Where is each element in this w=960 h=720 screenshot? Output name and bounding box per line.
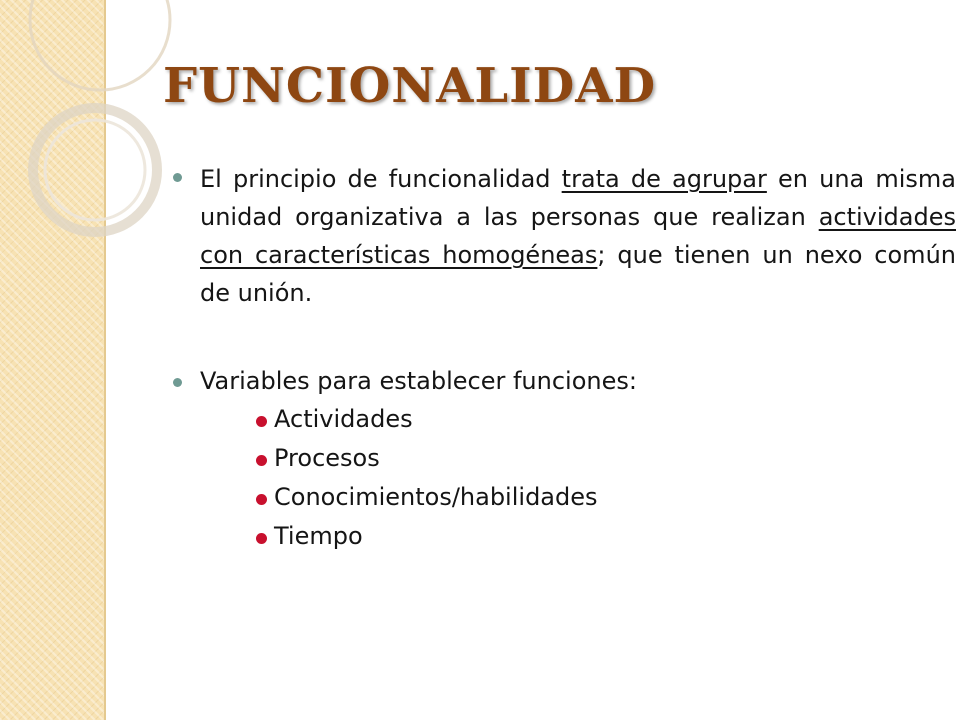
principle-text-end: ; que tienen un nexo común de unión. [200, 241, 956, 307]
principle-paragraph [200, 160, 956, 312]
bullet-principle [170, 160, 956, 312]
variables-list-item [256, 439, 956, 478]
decorative-rings [0, 0, 140, 260]
variables-label: Variables para establecer funciones: [200, 367, 637, 395]
bullet-dot-icon [173, 173, 182, 182]
principle-text-start: El principio de funcionalidad [200, 165, 562, 193]
variables-list [200, 400, 956, 556]
sub-bullet-icon [256, 533, 267, 544]
variable-knowledge-skills: Conocimientos/habilidades [274, 483, 598, 511]
principle-underline-activities: actividades con características homogéneas [200, 203, 956, 269]
slide-content [170, 160, 956, 556]
bullet-variables [170, 362, 956, 556]
principle-underline-group: trata de agrupar [561, 165, 767, 193]
slide-title: FUNCIONALIDAD [163, 58, 657, 114]
variables-list-item [256, 478, 956, 517]
variable-activities: Actividades [274, 405, 413, 433]
variables-list-item [256, 400, 956, 439]
principle-text-middle: en una misma unidad organizativa a las personas que realizan [200, 165, 957, 231]
bullet-dot-icon [173, 378, 182, 387]
sub-bullet-icon [256, 455, 267, 466]
sub-bullet-icon [256, 494, 267, 505]
variable-processes: Procesos [274, 444, 380, 472]
variables-list-item [256, 517, 956, 556]
variable-time: Tiempo [274, 522, 363, 550]
sub-bullet-icon [256, 416, 267, 427]
